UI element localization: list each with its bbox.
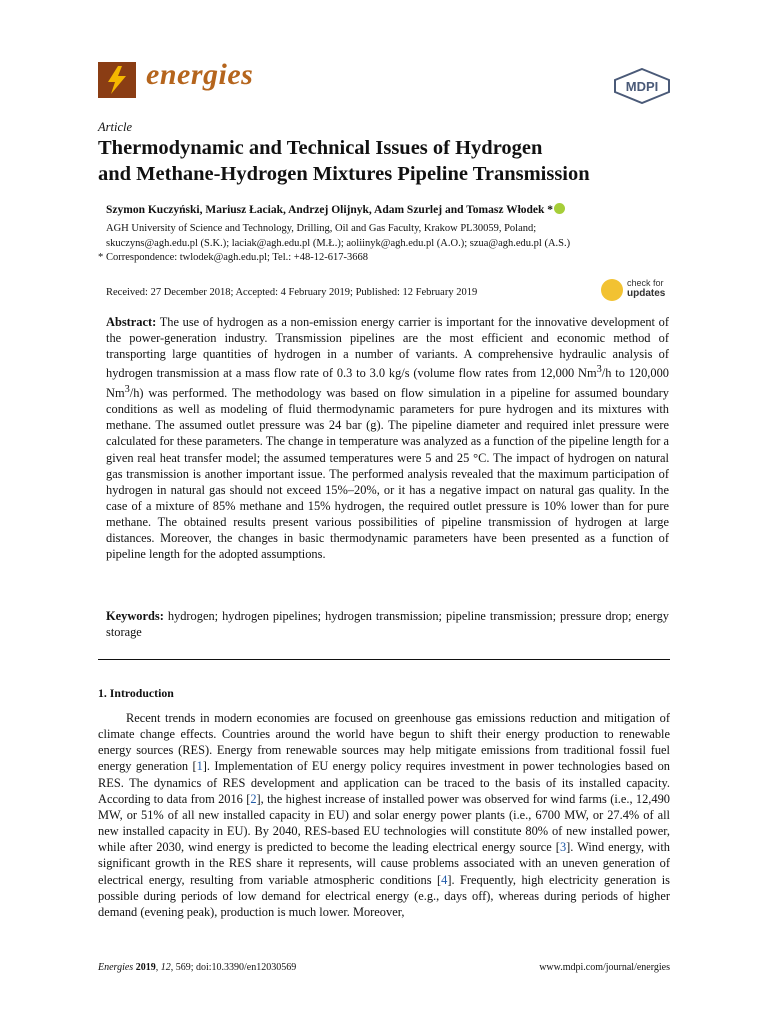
footer-citation: Energies 2019, 12, 569; doi:10.3390/en12030569 <box>98 962 297 973</box>
citation-link-2[interactable]: 2 <box>250 791 257 806</box>
author-list <box>106 203 666 216</box>
abstract-text-2: /h to 120,000 Nm <box>106 366 669 400</box>
abstract-text-1: The use of hydrogen as a non-emission energy carrier is important for the innovative development of the power-generation industry. Transmission pipelines are the most efficient and economic method of transporting large quantities of hydrogen in a number of variants. A comprehensive hydraulic analysis of hydrogen transmission at a mass flow rate of 0.3 to 3.0 kg/s (volume flow rates from 12,000 Nm <box>106 315 669 381</box>
mdpi-logo[interactable] <box>613 68 671 104</box>
orcid-icon[interactable] <box>554 203 565 214</box>
check-for-updates-badge[interactable] <box>601 277 671 303</box>
keywords-label: Keywords: <box>106 609 164 623</box>
article-type: Article <box>98 120 133 134</box>
citation-link-3[interactable]: 3 <box>559 840 567 855</box>
keywords <box>106 608 669 640</box>
mdpi-logo-text: MDPI <box>625 79 659 94</box>
affiliation-line: AGH University of Science and Technology, Drilling, Oil and Gas Faculty, Krakow PL30059, Poland; <box>106 223 537 234</box>
affiliations <box>98 222 676 266</box>
publication-dates: Received: 27 December 2018; Accepted: 4 February 2019; Published: 12 February 2019 <box>106 287 478 298</box>
abstract-sup-1: 3 <box>596 364 602 376</box>
section-divider <box>98 659 670 660</box>
introduction-paragraph <box>98 710 670 920</box>
citation-link-4[interactable]: 4 <box>441 872 448 887</box>
intro-text-4: ]. Wind energy, with significant growth in the RES share it represents, will cause problems associated with an uneven generation of electrical energy, resulting from variable atmospheric conditions [ <box>98 840 670 887</box>
footer-year: 2019 <box>135 962 156 973</box>
footer-volume: 12 <box>160 962 171 973</box>
article-title <box>98 135 678 187</box>
check-updates-label <box>627 278 665 299</box>
check-updates-line-1: check for <box>627 278 664 288</box>
author-emails: skuczyns@agh.edu.pl (S.K.); laciak@agh.edu.pl (M.Ł.); aoliinyk@agh.edu.pl (A.O.); szua@agh.edu.pl (A.S.) <box>106 237 571 249</box>
footer-doi: , 569; doi:10.3390/en12030569 <box>170 962 297 973</box>
citation-link-1[interactable]: 1 <box>196 759 203 774</box>
intro-text-2: ]. Implementation of EU energy policy requires investment in power technologies based on RES. The dynamics of RES development and application can be traced to the basis of its installed capacity. According to data from 2016 [ <box>98 759 670 806</box>
intro-text-5: ]. Frequently, high electricity generation is possible during periods of low demand for electrical energy (e.g., days off), whereas during periods of higher demand (evening peak), production is much lower. Moreover, <box>98 872 670 919</box>
footer-url[interactable]: www.mdpi.com/journal/energies <box>539 962 670 973</box>
abstract-text-3: /h) was performed. The methodology was based on flow simulation in a pipeline for assumed boundary conditions as well as modeling of fluid thermodynamic parameters for pure hydrogen and its mixtures with methane. The assumed outlet pressure was 24 bar (g). The pipeline diameter and required inlet pressure were calculated for these parameters. The change in temperature was analyzed as a function of the pipeline length for a given real heat transfer model; the assumed temperatures were 5 and 25 °C. The impact of hydrogen on natural gas transmission is another important issue. The performed analysis revealed that the maximum participation of hydrogen in natural gas should not exceed 15%–20%, or it has a negative impact on natural gas quality. In the case of a mixture of 85% methane and 15% hydrogen, the required outlet pressure is 10% lower than for pure methane. The obtained results present various possibilities of pipeline transmission of hydrogen at large distances. Moreover, the changes in basic thermodynamic parameters have been presented as a function of pipeline length for the adopted assumptions. <box>106 385 669 562</box>
title-line-1: Thermodynamic and Technical Issues of Hydrogen <box>98 137 543 159</box>
check-updates-line-2: updates <box>627 288 666 299</box>
abstract-sup-2: 3 <box>124 383 130 395</box>
intro-text-1: Recent trends in modern economies are focused on greenhouse gas emissions reduction and mitigation of climate change effects. Countries around the world have begun to shift their energy production to renewable energy sources (RES). Energy from renewable sources may help mitigate emissions from traditional fossil fuel energy generation [ <box>98 711 670 774</box>
correspondence-mark: * <box>98 252 104 263</box>
lightning-bolt-icon <box>98 62 136 98</box>
abstract-label: Abstract: <box>106 315 157 329</box>
authors-text: Szymon Kuczyński, Mariusz Łaciak, Andrzej Olijnyk, Adam Szurlej and Tomasz Włodek * <box>106 204 554 216</box>
correspondence-text: Correspondence: twlodek@agh.edu.pl; Tel.: +48-12-617-3668 <box>106 252 368 263</box>
section-heading-introduction: 1. Introduction <box>98 686 174 700</box>
title-line-2: and Methane-Hydrogen Mixtures Pipeline Transmission <box>98 163 590 185</box>
journal-name[interactable]: energies <box>146 58 254 91</box>
footer-journal: Energies <box>98 962 134 973</box>
journal-logo <box>98 62 136 98</box>
intro-text-3: ], the highest increase of installed power was observed for wind farms (i.e., 12,490 MW, or 51% of all new installed capacity in EU) and solar energy power plants (i.e., 6700 MW, or 27.4% of all new installed capacity in EU). By 2040, RES-based EU technologies will constitute 80% of new installed power, while after 2030, wind energy is predicted to become the leading electrical energy source [ <box>98 791 670 855</box>
abstract <box>106 314 669 563</box>
correspondence <box>98 251 676 266</box>
check-updates-icon <box>601 279 623 301</box>
keywords-text: hydrogen; hydrogen pipelines; hydrogen transmission; pipeline transmission; pressure drop; energy storage <box>106 609 669 640</box>
